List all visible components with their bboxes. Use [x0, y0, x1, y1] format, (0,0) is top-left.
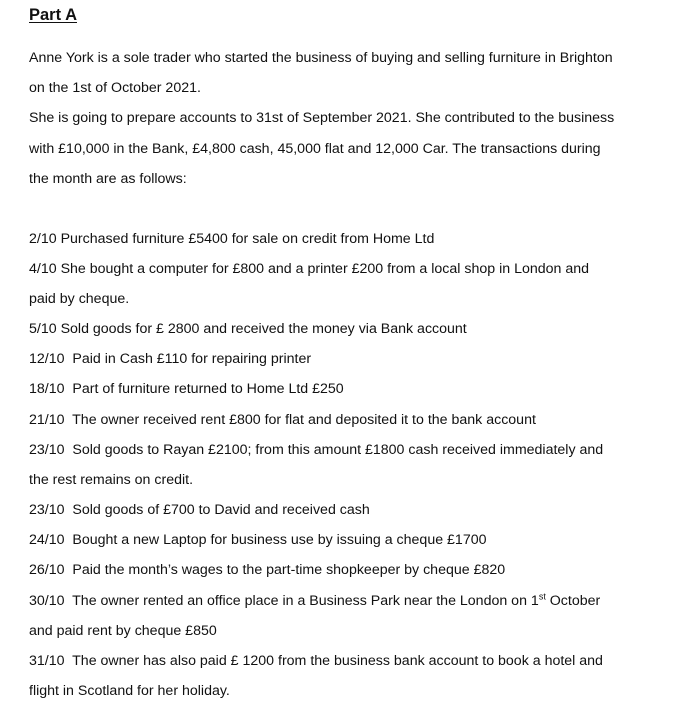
- transaction-text: Bought a new Laptop for business use by issuing a cheque £1700: [64, 532, 487, 548]
- transaction-continuation: paid by cheque.: [29, 291, 130, 307]
- transaction-line: [29, 592, 600, 610]
- transaction-line: [29, 260, 589, 278]
- transaction-date: 24/10: [29, 532, 65, 548]
- transaction-line: [29, 411, 536, 429]
- transaction-text-end: October: [545, 593, 601, 609]
- transaction-date: 30/10: [29, 593, 65, 609]
- transaction-line: [29, 441, 603, 459]
- transaction-text: Purchased furniture £5400 for sale on credit from Home Ltd: [56, 231, 435, 247]
- intro-line-3: She is going to prepare accounts to 31st of September 2021. She contributed to the business: [29, 110, 615, 126]
- intro-line-1: Anne York is a sole trader who started the business of buying and selling furniture in Brighton: [29, 50, 613, 66]
- transaction-date: 31/10: [29, 653, 65, 669]
- transaction-date: 2/10: [29, 231, 57, 247]
- transaction-line: [29, 350, 311, 368]
- transaction-continuation: and paid rent by cheque £850: [29, 623, 217, 639]
- transaction-line: [29, 230, 434, 248]
- transaction-line: [29, 652, 603, 670]
- part-a-heading: Part A: [29, 6, 77, 24]
- transaction-date: 26/10: [29, 562, 65, 578]
- transaction-continuation: the rest remains on credit.: [29, 472, 194, 488]
- transaction-date: 23/10: [29, 442, 65, 458]
- transaction-date: 5/10: [29, 321, 57, 337]
- transaction-text: Paid the month’s wages to the part-time shopkeeper by cheque £820: [64, 562, 506, 578]
- transaction-text: Sold goods to Rayan £2100; from this amount £1800 cash received immediately and: [64, 442, 604, 458]
- transaction-date: 21/10: [29, 412, 65, 428]
- intro-line-4: with £10,000 in the Bank, £4,800 cash, 45,000 flat and 12,000 Car. The transactions during: [29, 141, 601, 157]
- intro-line-2: on the 1st of October 2021.: [29, 80, 201, 96]
- transaction-text: Part of furniture returned to Home Ltd £250: [64, 381, 344, 397]
- transaction-text: The owner has also paid £ 1200 from the business bank account to book a hotel and: [64, 653, 603, 669]
- transaction-text: The owner rented an office place in a Business Park near the London on 1: [64, 593, 539, 609]
- transaction-line: [29, 320, 467, 338]
- transaction-line: [29, 380, 344, 398]
- transaction-text: She bought a computer for £800 and a printer £200 from a local shop in London and: [56, 261, 590, 277]
- transaction-text: The owner received rent £800 for flat and deposited it to the bank account: [64, 412, 536, 428]
- transaction-continuation: flight in Scotland for her holiday.: [29, 683, 230, 699]
- transaction-date: 23/10: [29, 502, 65, 518]
- transaction-text: Paid in Cash £110 for repairing printer: [64, 351, 312, 367]
- ordinal-suffix: st: [538, 591, 546, 602]
- transaction-line: [29, 501, 370, 519]
- transaction-line: [29, 531, 487, 549]
- transaction-text: Sold goods of £700 to David and received cash: [64, 502, 370, 518]
- transaction-date: 4/10: [29, 261, 57, 277]
- transaction-text: Sold goods for £ 2800 and received the money via Bank account: [56, 321, 467, 337]
- transaction-date: 12/10: [29, 351, 65, 367]
- intro-line-5: the month are as follows:: [29, 171, 187, 187]
- transaction-date: 18/10: [29, 381, 65, 397]
- transaction-line: [29, 561, 505, 579]
